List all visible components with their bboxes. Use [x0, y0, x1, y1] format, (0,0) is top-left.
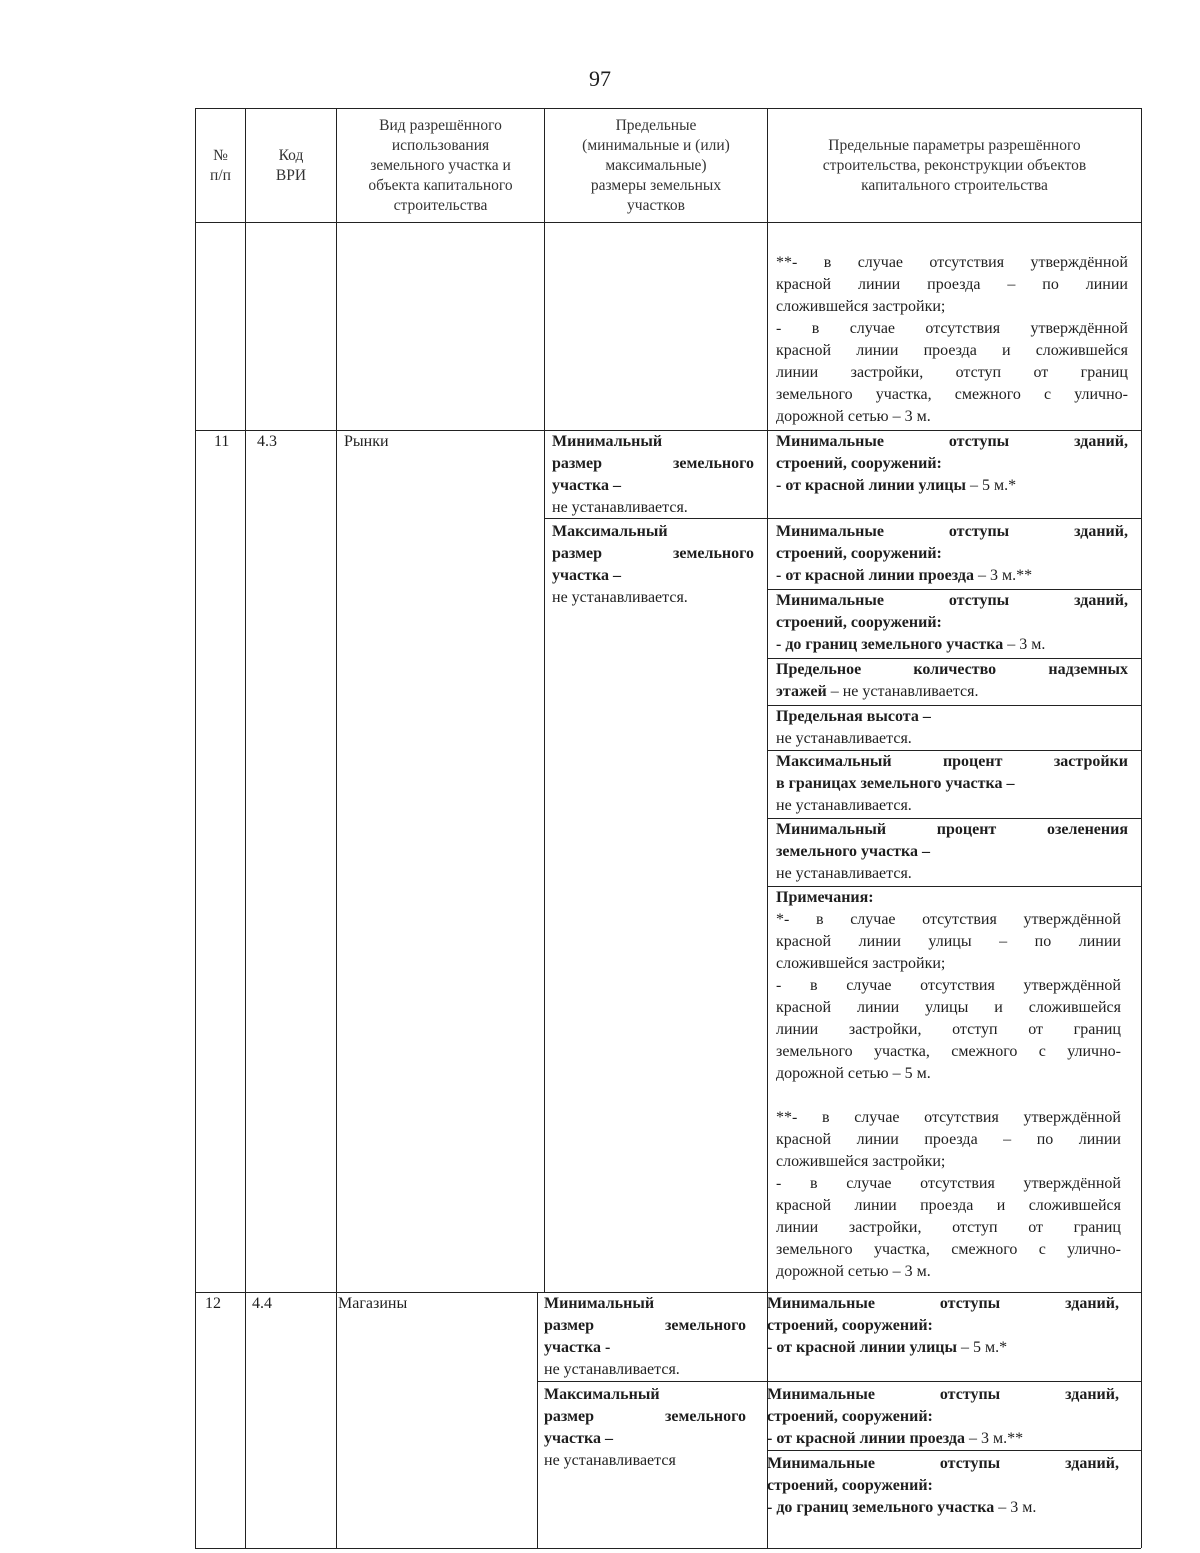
page-number: 97 [589, 66, 611, 91]
col-border-right [1141, 108, 1142, 1548]
min-size-label: участка – [552, 477, 621, 494]
row12-min-size [544, 1293, 746, 1381]
note-line: красной линии улицы и сложившейся [776, 999, 1121, 1016]
note-line: красной линии проезда и сложившейся [776, 1197, 1121, 1214]
note-line: *- в случае отсутствия утверждённой [776, 911, 1121, 928]
param-label: - от красной линии улицы [776, 477, 966, 494]
row11-code: 4.3 [257, 433, 277, 450]
header-size-line4: размеры земельных [590, 176, 722, 194]
row12-num: 12 [205, 1295, 221, 1312]
min-size-label: размер земельного [552, 455, 754, 472]
header-plot-size [545, 109, 767, 222]
row11-max-size [552, 521, 754, 609]
header-params-line1: Предельные параметры разрешённого [828, 136, 1081, 154]
header-size-line3: максимальные) [605, 156, 707, 174]
row12-max-size [544, 1384, 746, 1472]
note-line: - в случае отсутствия утверждённой [776, 1175, 1121, 1192]
param-label: в границах земельного участка – [776, 775, 1015, 792]
param-label: Предельная высота – [776, 708, 931, 725]
max-size-label: участка – [544, 1430, 613, 1447]
col-border-left [195, 108, 196, 1548]
param-value: – 3 м.** [973, 567, 1033, 584]
header-num-line1: № [213, 146, 228, 164]
continuation-line: красной линии проезда и сложившейся [776, 342, 1128, 359]
param-label: этажей [776, 683, 827, 700]
param-label: Предельное количество надземных [776, 661, 1128, 678]
min-size-label: размер земельного [544, 1317, 746, 1334]
continuation-line: красной линии проезда – по линии [776, 276, 1128, 293]
row11-use-name: Рынки [344, 433, 389, 450]
header-size-line5: участков [627, 196, 685, 214]
header-code-line2: ВРИ [275, 166, 307, 184]
param-label: - до границ земельного участка [767, 1499, 995, 1516]
note-line: линии застройки, отступ от границ [776, 1021, 1121, 1038]
param-value: не устанавливается. [776, 730, 912, 747]
max-size-value: не устанавливается [544, 1452, 676, 1469]
param-label: строений, сооружений: [776, 545, 942, 562]
param-value: – 3 м.** [964, 1430, 1024, 1447]
param-label: - до границ земельного участка [776, 636, 1004, 653]
row11-param-setback-driveway [776, 521, 1128, 587]
row12-size-divider [537, 1381, 767, 1382]
max-size-label: размер земельного [552, 545, 754, 562]
param-label: строений, сооружений: [767, 1477, 933, 1494]
note-line: - в случае отсутствия утверждённой [776, 977, 1121, 994]
row12-use-name: Магазины [338, 1295, 408, 1312]
max-size-value: не устанавливается. [552, 589, 688, 606]
note-line: земельного участка, смежного с улично- [776, 1241, 1121, 1258]
note-line: сложившейся застройки; [776, 955, 946, 972]
param-label: Максимальный процент застройки [776, 753, 1128, 770]
max-size-label: размер земельного [544, 1408, 746, 1425]
row11-notes [776, 887, 1121, 1283]
header-code-line1: Код [278, 146, 304, 164]
min-size-value: не устанавливается. [552, 499, 688, 516]
header-size-line1: Предельные [615, 116, 697, 134]
notes-title: Примечания: [776, 889, 874, 906]
param-label: - от красной линии проезда [776, 567, 974, 584]
max-size-label: Максимальный [544, 1386, 660, 1403]
row12-param-setback-driveway [767, 1384, 1119, 1450]
note-line: красной линии улицы – по линии [776, 933, 1121, 950]
col-border-use [544, 108, 545, 1292]
col-border-code [336, 108, 337, 1548]
row12-param-setback-plot [767, 1453, 1119, 1519]
param-label: строений, сооружений: [776, 614, 942, 631]
note-line: линии застройки, отступ от границ [776, 1219, 1121, 1236]
row11-param-height [776, 706, 1128, 750]
table-bottom-border [195, 1548, 1141, 1549]
param-label: Минимальный процент озеленения [776, 821, 1128, 838]
row11-param-setback-street [776, 431, 1128, 497]
param-value: – 5 м.* [957, 1339, 1008, 1356]
row11-param-green-percent [776, 819, 1128, 885]
note-line: дорожной сетью – 5 м. [776, 1065, 931, 1082]
param-value: – 3 м. [994, 1499, 1037, 1516]
param-label: строений, сооружений: [767, 1317, 933, 1334]
param-label: Минимальные отступы зданий, [776, 433, 1128, 450]
row11-param-build-percent [776, 751, 1128, 817]
continuation-line: сложившейся застройки; [776, 298, 946, 315]
header-num-line2: п/п [210, 166, 231, 184]
header-code [246, 109, 336, 222]
min-size-label: Минимальный [552, 433, 663, 450]
param-label: Минимальные отступы зданий, [767, 1295, 1119, 1312]
header-num [196, 109, 245, 222]
row11-num: 11 [214, 433, 230, 450]
note-line: земельного участка, смежного с улично- [776, 1043, 1121, 1060]
continuation-line: дорожной сетью – 3 м. [776, 408, 931, 425]
header-use-line2: использования [391, 136, 490, 154]
continuation-notes [776, 252, 1128, 428]
header-params-line3: капитального строительства [861, 176, 1048, 194]
continuation-line: **- в случае отсутствия утверждённой [776, 254, 1128, 271]
header-use-line5: строительства [393, 196, 488, 214]
header-use-type [337, 109, 544, 222]
min-size-label: Минимальный [544, 1295, 655, 1312]
note-line: сложившейся застройки; [776, 1153, 946, 1170]
header-use-line3: земельного участка и [370, 156, 511, 174]
col-border-use-row12 [537, 1292, 538, 1548]
note-line: дорожной сетью – 3 м. [776, 1263, 931, 1280]
param-label: - от красной линии проезда [767, 1430, 965, 1447]
header-size-line2: (минимальные и (или) [582, 136, 730, 154]
col-border-num [245, 108, 246, 1548]
row12-param-divider-2 [767, 1450, 1141, 1451]
param-label: Минимальные отступы зданий, [767, 1455, 1119, 1472]
header-use-line1: Вид разрешённого [379, 116, 502, 134]
max-size-label: Максимальный [552, 523, 668, 540]
param-label: Минимальные отступы зданий, [776, 523, 1128, 540]
param-label: земельного участка – [776, 843, 931, 860]
row12-code: 4.4 [252, 1295, 272, 1312]
param-value: – 3 м. [1003, 636, 1046, 653]
header-use-line4: объекта капитального [368, 176, 513, 194]
max-size-label: участка – [552, 567, 621, 584]
continuation-line: - в случае отсутствия утверждённой [776, 320, 1128, 337]
param-value: не устанавливается. [776, 797, 912, 814]
param-label: Минимальные отступы зданий, [767, 1386, 1119, 1403]
row12-param-divider-1 [767, 1381, 1141, 1382]
min-size-value: не устанавливается. [544, 1361, 680, 1378]
continuation-line: земельного участка, смежного с улично- [776, 386, 1128, 403]
row11-param-divider-1 [767, 518, 1141, 519]
note-line: красной линии проезда – по линии [776, 1131, 1121, 1148]
header-params [768, 109, 1141, 222]
note-line: **- в случае отсутствия утверждённой [776, 1109, 1121, 1126]
min-size-label: участка - [544, 1339, 611, 1356]
header-params-line2: строительства, реконструкции объектов [822, 156, 1087, 174]
row11-param-floors [776, 659, 1128, 703]
param-value: не устанавливается. [776, 865, 912, 882]
param-value: – не устанавливается. [826, 683, 979, 700]
param-label: - от красной линии улицы [767, 1339, 957, 1356]
param-label: строений, сооружений: [776, 455, 942, 472]
param-value: – 5 м.* [966, 477, 1017, 494]
param-label: Минимальные отступы зданий, [776, 592, 1128, 609]
row12-param-setback-street [767, 1293, 1119, 1359]
continuation-line: линии застройки, отступ от границ [776, 364, 1128, 381]
param-label: строений, сооружений: [767, 1408, 933, 1425]
row11-param-setback-plot [776, 590, 1128, 656]
row11-min-size [552, 431, 754, 519]
